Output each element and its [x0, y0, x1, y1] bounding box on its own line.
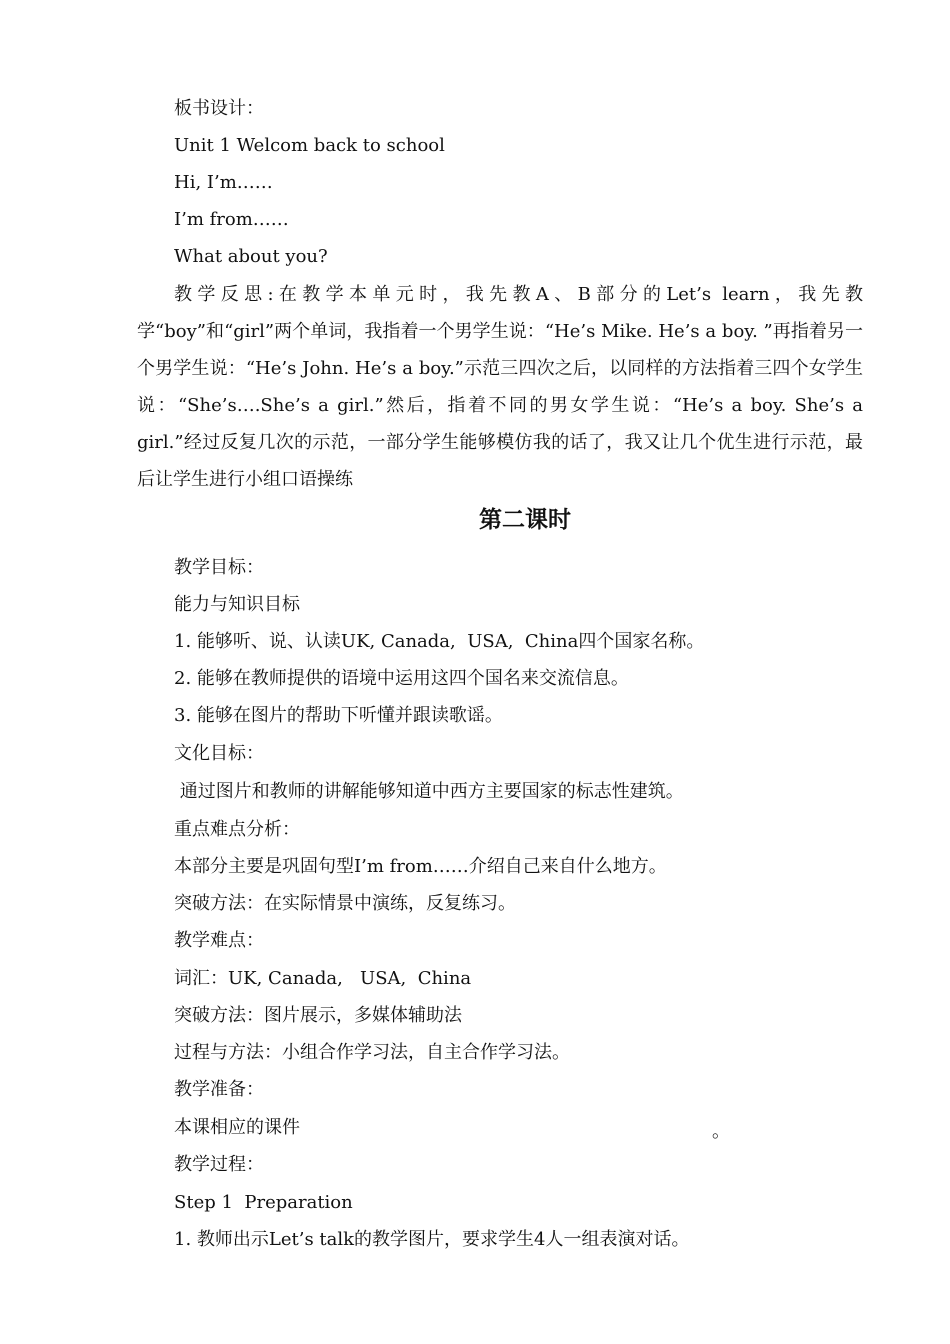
step-1-item-1: 1. 教师出示Let’s talk的教学图片，要求学生4人一组表演对话。 [174, 1229, 690, 1250]
goal-item-3: 3. 能够在图片的帮助下听懂并跟读歌谣。 [174, 705, 503, 726]
difficulty-method: 突破方法：图片展示，多媒体辅助法 [174, 1005, 462, 1026]
preparation-text: 本课相应的课件 [174, 1117, 300, 1138]
vocabulary-line: 词汇：UK, Canada, USA, China [174, 968, 472, 989]
goal-item-1: 1. 能够听、说、认读UK, Canada, USA, China四个国家名称。 [174, 631, 705, 652]
board-line-question: What about you? [174, 246, 328, 267]
board-design-label: 板书设计： [174, 98, 264, 119]
preparation-end-mark: 。 [712, 1121, 730, 1142]
ability-goals-label: 能力与知识目标 [174, 594, 300, 615]
board-line-unit: Unit 1 Welcom back to school [174, 135, 445, 156]
key-points-label: 重点难点分析： [174, 819, 300, 840]
board-line-greeting: Hi, I’m…… [174, 172, 273, 193]
difficulty-label: 教学难点： [174, 930, 264, 951]
key-points-method: 突破方法：在实际情景中演练，反复练习。 [174, 893, 516, 914]
preparation-label: 教学准备： [174, 1079, 264, 1100]
procedure-label: 教学过程： [174, 1154, 264, 1175]
key-points-text: 本部分主要是巩固句型I’m from……介绍自己来自什么地方。 [174, 856, 667, 877]
step-1-heading: Step 1 Preparation [174, 1192, 353, 1213]
culture-goals-text: 通过图片和教师的讲解能够知道中西方主要国家的标志性建筑。 [174, 781, 684, 802]
goal-item-2: 2. 能够在教师提供的语境中运用这四个国名来交流信息。 [174, 668, 629, 689]
lesson-title: 第二课时 [479, 507, 571, 533]
goals-label: 教学目标： [174, 557, 264, 578]
process-method: 过程与方法：小组合作学习法，自主合作学习法。 [174, 1042, 570, 1063]
teaching-reflection: 教学反思:在教学本单元时，我先教A、B部分的Let’s learn，我先教学“boy”和“girl”两个单词，我指着一个男学生说：“He’s Mike. He’s a boy. ”再指着另一个男学生说：“He’s John. He’s a boy.”示范三四次之后，以同样的方法指着三四个女学生说：“She’s….She’s a girl.”然后，指着不同的男女学生说：“He’s a boy. She’s a girl.”经过反复几次的示范，一部分学生能够模仿我的话了，我又让几个优生进行示范，最后让学生进行小组口语操练 [137, 284, 863, 490]
culture-goals-label: 文化目标： [174, 743, 264, 764]
board-line-from: I’m from…… [174, 209, 289, 230]
